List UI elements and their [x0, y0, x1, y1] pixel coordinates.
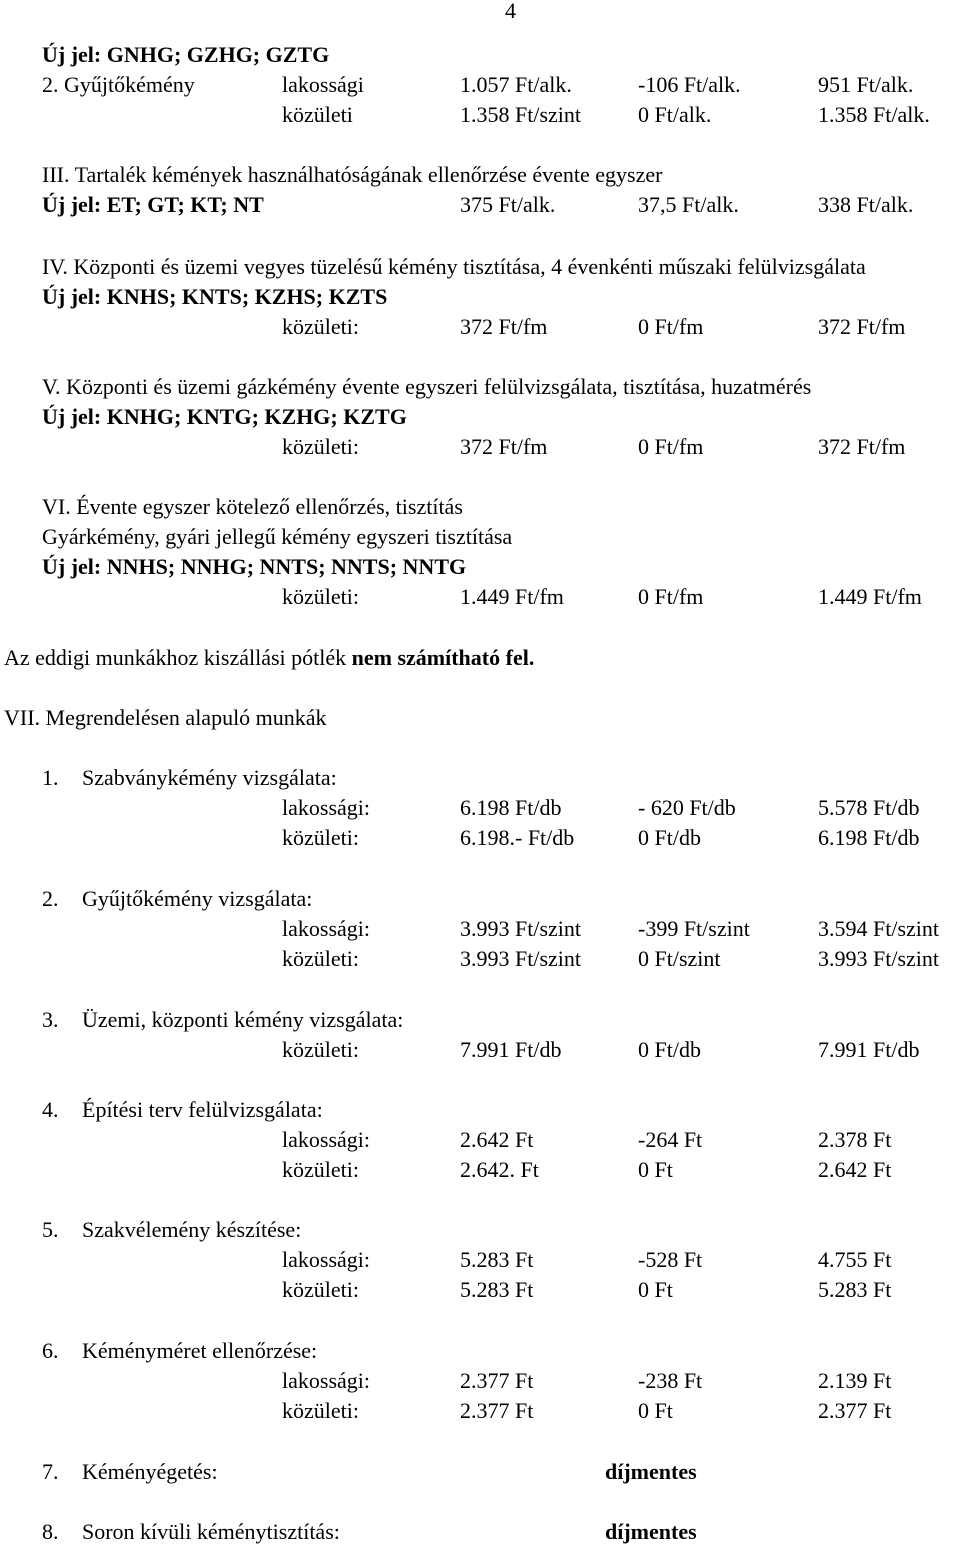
sec7-item-5-row-2-c: 5.283 Ft: [818, 1277, 892, 1302]
sec7-item-2-row-1-a: 3.993 Ft/szint: [460, 916, 582, 941]
sec7-item-5-label: Szakvélemény készítése:: [82, 1217, 302, 1242]
sec7-item-5-row-2-a: 5.283 Ft: [460, 1277, 534, 1302]
sec7-item-2-row-1-cat: lakossági:: [282, 916, 370, 941]
sec7-item-1-row-2-a: 6.198.- Ft/db: [460, 825, 575, 850]
sec7-item-6-row-1-a: 2.377 Ft: [460, 1368, 534, 1393]
sec7-item-5-num: 5.: [42, 1217, 59, 1242]
sec4-cat: közületi:: [282, 314, 359, 339]
sec7-item-1-row-1-c: 5.578 Ft/db: [818, 795, 920, 820]
sec2-row1-c: 951 Ft/alk.: [818, 72, 914, 97]
sec7-item-6-row-2-b: 0 Ft: [638, 1398, 673, 1423]
sec7-item-4-num: 4.: [42, 1097, 59, 1122]
sec7-item-6-row-2-c: 2.377 Ft: [818, 1398, 892, 1423]
sec7-item-5-row-1-c: 4.755 Ft: [818, 1247, 892, 1272]
sec3-b: 37,5 Ft/alk.: [638, 192, 739, 217]
sec7-item-1-row-1-cat: lakossági:: [282, 795, 370, 820]
sec6-cat: közületi:: [282, 584, 359, 609]
sec7-item-2-row-1-c: 3.594 Ft/szint: [818, 916, 940, 941]
page-number: 4: [505, 0, 516, 23]
sec2-row1-cat: lakossági: [282, 72, 364, 97]
sec7-item-4-row-2-b: 0 Ft: [638, 1157, 673, 1182]
sec3-title: III. Tartalék kémények használhatóságának ellenőrzése évente egyszer: [42, 162, 663, 187]
sec7-item-1-num: 1.: [42, 765, 59, 790]
sec7-item-4-label: Építési terv felülvizsgálata:: [82, 1097, 323, 1122]
sec7-item-3-row-1-a: 7.991 Ft/db: [460, 1037, 562, 1062]
sec4-c: 372 Ft/fm: [818, 314, 906, 339]
sec6-c: 1.449 Ft/fm: [818, 584, 922, 609]
sec6-new-codes: Új jel: NNHS; NNHG; NNTS; NNTS; NNTG: [42, 554, 467, 579]
note-line: [4, 645, 534, 671]
sec7-item-6-row-2-cat: közületi:: [282, 1398, 359, 1423]
sec7-item-2-row-2-a: 3.993 Ft/szint: [460, 946, 582, 971]
sec2-row2-cat: közületi: [282, 102, 353, 127]
sec7-item-2-row-2-cat: közületi:: [282, 946, 359, 971]
sec5-cat: közületi:: [282, 434, 359, 459]
sec7-item-1-row-1-a: 6.198 Ft/db: [460, 795, 562, 820]
sec2-row1-b: -106 Ft/alk.: [638, 72, 741, 97]
sec7-item-3-row-1-b: 0 Ft/db: [638, 1037, 701, 1062]
sec3-a: 375 Ft/alk.: [460, 192, 556, 217]
sec7-item-4-row-2-a: 2.642. Ft: [460, 1157, 539, 1182]
sec7-item-6-num: 6.: [42, 1338, 59, 1363]
sec7-item-3-row-1-c: 7.991 Ft/db: [818, 1037, 920, 1062]
sec2-row1-a: 1.057 Ft/alk.: [460, 72, 572, 97]
sec2-row2-a: 1.358 Ft/szint: [460, 102, 582, 127]
sec6-a: 1.449 Ft/fm: [460, 584, 564, 609]
sec2-row2-b: 0 Ft/alk.: [638, 102, 712, 127]
sec4-new-codes: Új jel: KNHS; KNTS; KZHS; KZTS: [42, 284, 388, 309]
sec4-b: 0 Ft/fm: [638, 314, 704, 339]
sec7-item-1-row-2-cat: közületi:: [282, 825, 359, 850]
sec7-item-5-row-2-cat: közületi:: [282, 1277, 359, 1302]
sec7-item-2-row-2-b: 0 Ft/szint: [638, 946, 721, 971]
sec7-item-2-label: Gyűjtőkémény vizsgálata:: [82, 886, 313, 911]
sec7-item-2-row-1-b: -399 Ft/szint: [638, 916, 750, 941]
sec5-b: 0 Ft/fm: [638, 434, 704, 459]
sec7-item-3-label: Üzemi, központi kémény vizsgálata:: [82, 1007, 404, 1032]
sec7-item-8-label: Soron kívüli kéménytisztítás:: [82, 1519, 340, 1544]
sec5-a: 372 Ft/fm: [460, 434, 548, 459]
sec7-item-1-label: Szabványkémény vizsgálata:: [82, 765, 337, 790]
sec5-new-codes: Új jel: KNHG; KNTG; KZHG; KZTG: [42, 404, 407, 429]
sec6-subtitle: Gyárkémény, gyári jellegű kémény egyszeri tisztítása: [42, 524, 513, 549]
sec3-c: 338 Ft/alk.: [818, 192, 914, 217]
sec7-title: VII. Megrendelésen alapuló munkák: [4, 705, 327, 730]
note-bold: nem számítható fel.: [351, 645, 535, 670]
note-text: Az eddigi munkákhoz kiszállási pótlék: [4, 645, 352, 670]
sec7-item-7-num: 7.: [42, 1459, 59, 1484]
sec7-item-4-row-2-c: 2.642 Ft: [818, 1157, 892, 1182]
sec7-item-5-row-1-b: -528 Ft: [638, 1247, 703, 1272]
sec7-item-7-label: Kéményégetés:: [82, 1459, 218, 1484]
sec4-title: IV. Központi és üzemi vegyes tüzelésű kémény tisztítása, 4 évenkénti műszaki felülvizsgálata: [42, 254, 866, 279]
sec7-item-8-num: 8.: [42, 1519, 59, 1544]
sec7-item-6-row-1-cat: lakossági:: [282, 1368, 370, 1393]
sec3-new-codes: Új jel: ET; GT; KT; NT: [42, 192, 264, 217]
sec7-item-6-label: Kéményméret ellenőrzése:: [82, 1338, 318, 1363]
sec7-item-4-row-2-cat: közületi:: [282, 1157, 359, 1182]
sec7-item-3-num: 3.: [42, 1007, 59, 1032]
sec7-item-4-row-1-c: 2.378 Ft: [818, 1127, 892, 1152]
sec7-item-5-row-1-cat: lakossági:: [282, 1247, 370, 1272]
sec2-new-codes: Új jel: GNHG; GZHG; GZTG: [42, 42, 330, 67]
sec7-item-1-row-1-b: - 620 Ft/db: [638, 795, 736, 820]
sec2-item-label: 2. Gyűjtőkémény: [42, 72, 195, 97]
sec7-item-1-row-2-c: 6.198 Ft/db: [818, 825, 920, 850]
sec6-title: VI. Évente egyszer kötelező ellenőrzés, tisztítás: [42, 494, 463, 519]
sec2-row2-c: 1.358 Ft/alk.: [818, 102, 930, 127]
sec7-item-7-free: díjmentes: [605, 1459, 697, 1484]
sec7-item-3-row-1-cat: közületi:: [282, 1037, 359, 1062]
sec7-item-5-row-2-b: 0 Ft: [638, 1277, 673, 1302]
sec4-a: 372 Ft/fm: [460, 314, 548, 339]
sec7-item-5-row-1-a: 5.283 Ft: [460, 1247, 534, 1272]
sec6-b: 0 Ft/fm: [638, 584, 704, 609]
sec5-title: V. Központi és üzemi gázkémény évente egyszeri felülvizsgálata, tisztítása, huzatmérés: [42, 374, 812, 399]
sec7-item-6-row-1-b: -238 Ft: [638, 1368, 703, 1393]
sec7-item-6-row-1-c: 2.139 Ft: [818, 1368, 892, 1393]
sec7-item-8-free: díjmentes: [605, 1519, 697, 1544]
sec7-item-4-row-1-b: -264 Ft: [638, 1127, 703, 1152]
sec7-item-4-row-1-cat: lakossági:: [282, 1127, 370, 1152]
sec7-item-1-row-2-b: 0 Ft/db: [638, 825, 701, 850]
sec5-c: 372 Ft/fm: [818, 434, 906, 459]
sec7-item-2-row-2-c: 3.993 Ft/szint: [818, 946, 940, 971]
sec7-item-6-row-2-a: 2.377 Ft: [460, 1398, 534, 1423]
sec7-item-2-num: 2.: [42, 886, 59, 911]
sec7-item-4-row-1-a: 2.642 Ft: [460, 1127, 534, 1152]
